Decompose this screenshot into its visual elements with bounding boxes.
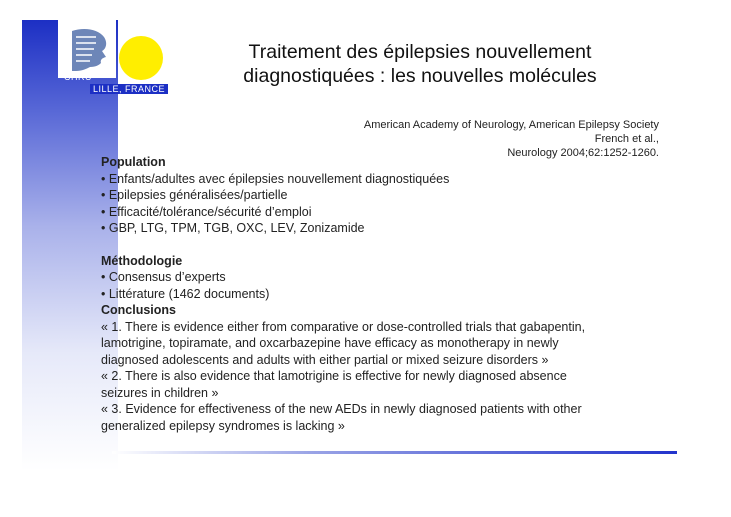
population-item: • Epilepsies généralisées/partielle <box>101 188 288 202</box>
methodologie-item: • Consensus d’experts <box>101 270 226 284</box>
sun-logo-icon <box>119 36 163 80</box>
section-spacer <box>101 237 701 253</box>
logo-label-chru: CHRU <box>64 72 92 82</box>
conclusion-line: « 2. There is also evidence that lamotrigine is effective for newly diagnosed absence <box>101 369 567 383</box>
reference-line-1: American Academy of Neurology, American Epilepsy Society <box>363 119 659 131</box>
bottom-divider <box>112 451 677 454</box>
slide-content <box>101 154 701 434</box>
conclusion-line: lamotrigine, topiramate, and oxcarbazepine have efficacy as monotherapy in newly <box>101 336 559 350</box>
methodologie-heading: Méthodologie <box>101 253 183 268</box>
conclusion-line: « 3. Evidence for effectiveness of the new AEDs in newly diagnosed patients with other <box>101 402 582 416</box>
population-heading: Population <box>101 155 166 169</box>
reference-line-3: Neurology 2004;62:1252-1260. <box>507 147 659 159</box>
population-item: • GBP, LTG, TPM, TGB, OXC, LEV, Zonizamide <box>101 221 365 235</box>
title-line-1: Traitement des épilepsies nouvellement <box>248 41 592 63</box>
population-item: • Efficacité/tolérance/sécurité d’emploi <box>101 204 312 219</box>
conclusion-line: « 1. There is evidence either from comparative or dose-controlled trials that gabapentin, <box>101 319 586 334</box>
slide-title <box>180 40 660 88</box>
face-profile-icon <box>66 27 112 73</box>
population-item: • Enfants/adultes avec épilepsies nouvellement diagnostiquées <box>101 171 450 186</box>
title-line-2: diagnostiquées : les nouvelles molécules <box>243 65 597 87</box>
conclusion-line: seizures in children » <box>101 385 219 400</box>
methodologie-item: • Littérature (1462 documents) <box>101 286 270 301</box>
conclusions-heading: Conclusions <box>101 303 177 317</box>
conclusion-line: diagnosed adolescents and adults with either partial or mixed seizure disorders » <box>101 352 549 367</box>
reference-line-2: French et al., <box>594 133 659 145</box>
conclusion-line: generalized epilepsy syndromes is lacking » <box>101 418 345 433</box>
logo-label-lille: LILLE, FRANCE <box>90 84 168 94</box>
